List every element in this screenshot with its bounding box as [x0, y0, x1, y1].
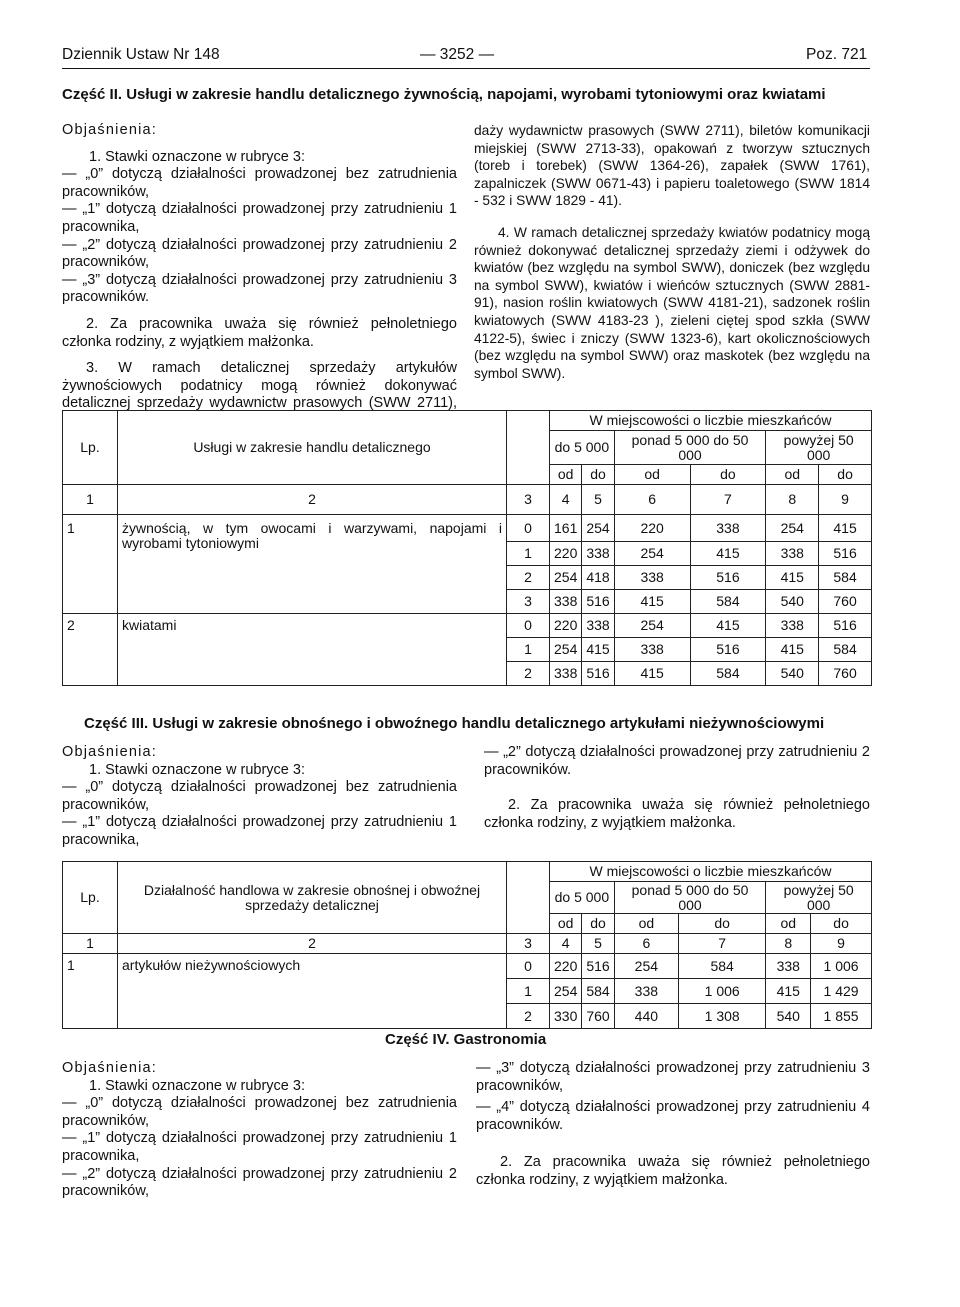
population-group-header: W miejscowości o liczbie mieszkańców	[550, 411, 872, 431]
do-header: do	[679, 914, 766, 934]
table-cell: 0	[507, 515, 550, 542]
table-cell: 584	[819, 638, 872, 662]
table-cell: 760	[819, 662, 872, 686]
part2-explanations-label: Objaśnienia:	[62, 122, 158, 138]
part3-p2: 2. Za pracownika uważa się również pełnoletniego członka rodziny, z wyjątkiem małżonka.	[484, 797, 870, 831]
range-header-2: ponad 5 000 do 50 000	[614, 431, 766, 465]
part2-p1-rate2: — „2” dotyczą działalności prowadzonej przy zatrudnieniu 2 pracowników,	[62, 236, 457, 271]
colnum: 3	[507, 485, 550, 515]
table-cell: 584	[582, 979, 614, 1004]
part3-right-column	[484, 744, 870, 832]
colnum: 8	[766, 485, 819, 515]
part3-left-column	[62, 744, 457, 850]
part3-title: Część III. Usługi w zakresie obnośnego i obwoźnego handlu detalicznego artykułami nieżywnościowymi	[84, 715, 825, 732]
range-header-1: do 5 000	[550, 431, 615, 465]
table-cell: 415	[690, 614, 766, 638]
part2-p1-rate1: — „1” dotyczą działalności prowadzonej przy zatrudnieniu 1 pracownika,	[62, 201, 457, 235]
table-cell: 540	[766, 1004, 811, 1029]
od-header: od	[614, 465, 690, 485]
table-cell: 440	[614, 1004, 678, 1029]
part2-left-column	[62, 122, 457, 413]
part4-p1-rate1: — „1” dotyczą działalności prowadzonej przy zatrudnieniu 1 pracownika,	[62, 1130, 457, 1164]
part2-table	[62, 410, 872, 686]
table-cell: 1 308	[679, 1004, 766, 1029]
table-cell: 516	[582, 954, 614, 979]
table-cell: 584	[679, 954, 766, 979]
part4-right-column	[476, 1060, 870, 1190]
table-cell: 254	[550, 566, 582, 590]
colnum: 6	[614, 934, 678, 954]
range-header-3: powyżej 50 000	[766, 882, 872, 914]
part3-table	[62, 861, 872, 1029]
rate-header-empty	[507, 411, 550, 485]
page-number: — 3252 —	[420, 46, 495, 63]
table-cell: 220	[550, 614, 582, 638]
table-cell: 540	[766, 662, 819, 686]
colnum: 9	[811, 934, 872, 954]
table-cell: 1	[507, 638, 550, 662]
colnum: 7	[679, 934, 766, 954]
colnum: 9	[819, 485, 872, 515]
row-name: żywnością, w tym owocami i warzywami, napojami i wyrobami tytoniowymi	[118, 515, 507, 614]
part2-p3: 3. W ramach detalicznej sprzedaży artykułów żywnościowych podatnicy mogą również dokonywać detalicznej sprzedaży wydawnictw prasowych (SWW 2711),	[62, 360, 457, 412]
table-cell: 338	[582, 614, 614, 638]
table-cell: 415	[766, 566, 819, 590]
od-header: od	[614, 914, 678, 934]
table-cell: 254	[766, 515, 819, 542]
table-cell: 220	[614, 515, 690, 542]
table-cell: 540	[766, 590, 819, 614]
table-cell: 338	[614, 979, 678, 1004]
part2-p1-rate3: — „3” dotyczą działalności prowadzonej przy zatrudnieniu 3 pracowników.	[62, 271, 457, 306]
table-cell: 415	[614, 590, 690, 614]
position-number: Poz. 721	[806, 46, 868, 63]
table-cell: 338	[766, 954, 811, 979]
table-cell: 254	[614, 542, 690, 566]
table-cell: 516	[690, 638, 766, 662]
table-cell: 516	[819, 542, 872, 566]
lp-header: Lp.	[63, 411, 118, 485]
table-cell: 220	[550, 954, 582, 979]
table-cell: 254	[582, 515, 614, 542]
lp-header: Lp.	[63, 862, 118, 934]
part4-left-column	[62, 1060, 457, 1201]
table-cell: 338	[550, 662, 582, 686]
row-name: artykułów nieżywnościowych	[118, 954, 507, 1029]
do-header: do	[690, 465, 766, 485]
table-cell: 2	[507, 1004, 550, 1029]
table-cell: 1	[507, 979, 550, 1004]
table-cell: 2	[507, 566, 550, 590]
part2-p3-continued: daży wydawnictw prasowych (SWW 2711), biletów komunikacji miejskiej (SWW 2713-33), opakowań z tworzyw sztucznych (toreb i torebek) (SWW 1364-26), zapałek (SWW 1761), zapalniczek (SWW 0671-43) i papieru toaletowego (SWW 1814 - 532 i SWW 1829 - 41).	[474, 123, 870, 209]
od-header: od	[550, 465, 582, 485]
colnum: 7	[690, 485, 766, 515]
table-cell: 415	[766, 638, 819, 662]
do-header: do	[819, 465, 872, 485]
table-cell: 338	[550, 590, 582, 614]
colnum: 2	[118, 934, 507, 954]
do-header: do	[582, 465, 614, 485]
od-header: od	[550, 914, 582, 934]
table-cell: 0	[507, 954, 550, 979]
part4-p1-rate2: — „2” dotyczą działalności prowadzonej przy zatrudnieniu 2 pracowników,	[62, 1165, 457, 1200]
do-header: do	[811, 914, 872, 934]
table-cell: 1	[507, 542, 550, 566]
part4-explanations-label: Objaśnienia:	[62, 1060, 158, 1076]
do-header: do	[582, 914, 614, 934]
part2-p2: 2. Za pracownika uważa się również pełnoletniego członka rodziny, z wyjątkiem małżonka.	[62, 315, 457, 350]
table-cell: 254	[614, 614, 690, 638]
table-cell: 338	[614, 638, 690, 662]
table-cell: 338	[690, 515, 766, 542]
row-lp: 2	[63, 614, 118, 686]
service-header: Działalność handlowa w zakresie obnośnej i obwoźnej sprzedaży detalicznej	[118, 862, 507, 934]
colnum: 4	[550, 934, 582, 954]
table-cell: 418	[582, 566, 614, 590]
table-cell: 760	[819, 590, 872, 614]
colnum: 4	[550, 485, 582, 515]
colnum: 8	[766, 934, 811, 954]
part2-p1-rate0: — „0” dotyczą działalności prowadzonej bez zatrudnienia pracowników,	[62, 166, 457, 200]
colnum: 5	[582, 934, 614, 954]
part3-explanations-label: Objaśnienia:	[62, 744, 158, 760]
part3-p1-intro: 1. Stawki oznaczone w rubryce 3:	[89, 761, 305, 778]
colnum: 6	[614, 485, 690, 515]
service-header: Usługi w zakresie handlu detalicznego	[118, 411, 507, 485]
range-header-1: do 5 000	[550, 882, 615, 914]
table-cell: 254	[550, 979, 582, 1004]
colnum: 5	[582, 485, 614, 515]
table-cell: 584	[690, 590, 766, 614]
table-cell: 516	[582, 590, 614, 614]
table-cell: 338	[614, 566, 690, 590]
part2-right-column	[474, 122, 870, 382]
table-cell: 584	[690, 662, 766, 686]
table-cell: 220	[550, 542, 582, 566]
row-lp: 1	[63, 954, 118, 1029]
range-header-3: powyżej 50 000	[766, 431, 872, 465]
table-cell: 338	[766, 542, 819, 566]
part4-p1-rate0: — „0” dotyczą działalności prowadzonej bez zatrudnienia pracowników,	[62, 1095, 457, 1129]
od-header: od	[766, 465, 819, 485]
table-cell: 415	[819, 515, 872, 542]
table-cell: 760	[582, 1004, 614, 1029]
table-cell: 584	[819, 566, 872, 590]
part4-p1-intro: 1. Stawki oznaczone w rubryce 3:	[89, 1077, 305, 1094]
table-cell: 161	[550, 515, 582, 542]
table-cell: 415	[766, 979, 811, 1004]
part3-p1-rate0: — „0” dotyczą działalności prowadzonej bez zatrudnienia pracowników,	[62, 779, 457, 813]
colnum: 3	[507, 934, 550, 954]
range-header-2: ponad 5 000 do 50 000	[614, 882, 766, 914]
od-header: od	[766, 914, 811, 934]
table-cell: 1 006	[679, 979, 766, 1004]
table-cell: 1 855	[811, 1004, 872, 1029]
table-cell: 1 429	[811, 979, 872, 1004]
table-cell: 415	[614, 662, 690, 686]
table-cell: 338	[582, 542, 614, 566]
journal-name: Dziennik Ustaw Nr 148	[62, 46, 220, 63]
part4-p2: 2. Za pracownika uważa się również pełnoletniego członka rodziny, z wyjątkiem małżonka.	[476, 1154, 870, 1188]
part4-p1-rate3: — „3” dotyczą działalności prowadzonej przy zatrudnieniu 3 pracowników,	[476, 1060, 870, 1094]
table-cell: 3	[507, 590, 550, 614]
colnum: 1	[63, 485, 118, 515]
table-cell: 415	[690, 542, 766, 566]
table-cell: 338	[766, 614, 819, 638]
part2-p1-intro: 1. Stawki oznaczone w rubryce 3:	[89, 148, 305, 165]
table-cell: 2	[507, 662, 550, 686]
table-cell: 1 006	[811, 954, 872, 979]
part4-p1-rate4: — „4” dotyczą działalności prowadzonej przy zatrudnieniu 4 pracowników.	[476, 1099, 870, 1133]
population-group-header: W miejscowości o liczbie mieszkańców	[550, 862, 872, 882]
row-lp: 1	[63, 515, 118, 614]
header-rule	[62, 68, 870, 69]
part2-p4: 4. W ramach detalicznej sprzedaży kwiatów podatnicy mogą również dokonywać detalicznej sprzedaży ziemi i odżywek do kwiatów (bez względu na symbol SWW), doniczek (bez względu na symbol SWW), kwiatów i wieńców sztucznych (SWW 2881-91), nasion roślin kwiatowych (SWW 4181-21), sadzonek roślin kwiatowych (SWW 4183-23 ), zieleni ciętej spod szkła (SWW 4122-5), świec i zniczy (SWW 1323-6), kart okolicznościowych (bez względu na symbol SWW) oraz maskotek (bez względu na symbol SWW).	[474, 224, 870, 381]
part3-p1-rate2: — „2” dotyczą działalności prowadzonej przy zatrudnieniu 2 pracowników.	[484, 744, 870, 778]
rate-header-empty	[507, 862, 550, 934]
colnum: 2	[118, 485, 507, 515]
colnum: 1	[63, 934, 118, 954]
part4-title: Część IV. Gastronomia	[385, 1031, 547, 1048]
table-cell: 516	[690, 566, 766, 590]
part3-p1-rate1: — „1” dotyczą działalności prowadzonej przy zatrudnieniu 1 pracownika,	[62, 814, 457, 848]
table-cell: 254	[614, 954, 678, 979]
part2-title: Część II. Usługi w zakresie handlu detalicznego żywnością, napojami, wyrobami tytoniowymi oraz kwiatami	[62, 86, 826, 103]
table-cell: 330	[550, 1004, 582, 1029]
table-cell: 254	[550, 638, 582, 662]
table-cell: 0	[507, 614, 550, 638]
table-cell: 516	[582, 662, 614, 686]
table-cell: 415	[582, 638, 614, 662]
row-name: kwiatami	[118, 614, 507, 686]
table-cell: 516	[819, 614, 872, 638]
